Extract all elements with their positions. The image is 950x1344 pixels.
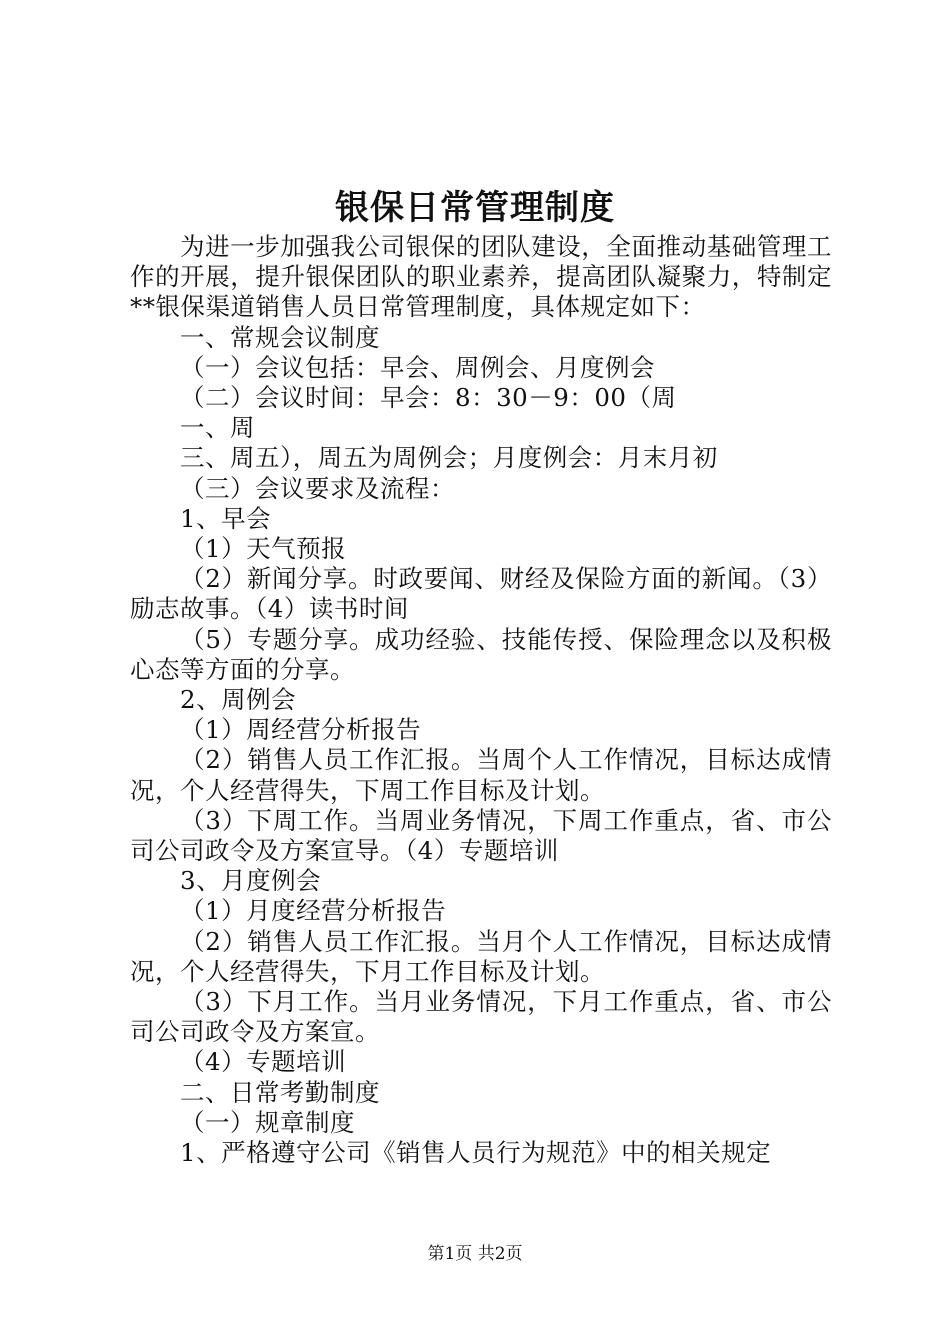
document-body: [130, 232, 832, 1168]
list-item-topic-sharing: （5）专题分享。成功经验、技能传授、保险理念以及积极心态等方面的分享。: [130, 624, 832, 684]
list-item-weekly-report: （2）销售人员工作汇报。当周个人工作情况，目标达成情况，个人经营得失，下周工作目标及计划。: [130, 745, 832, 805]
heading-weekly-meeting: 2、周例会: [180, 685, 297, 715]
list-item-monthly-analysis: （1）月度经营分析报告: [180, 896, 447, 926]
paragraph-meeting-time-cont-1: 一、周: [180, 413, 255, 443]
heading-morning-meeting: 1、早会: [180, 503, 272, 533]
list-item-monthly-training: （4）专题培训: [180, 1047, 347, 1077]
paragraph-meeting-time-cont-2: 三、周五），周五为周例会；月度例会：月末月初: [180, 443, 718, 473]
page-footer: 第1页 共2页: [427, 1244, 523, 1264]
list-item-weekly-analysis: （1）周经营分析报告: [180, 715, 422, 745]
document-title: 银保日常管理制度: [335, 188, 615, 228]
list-item-weather: （1）天气预报: [180, 534, 347, 564]
list-item-rule-1: 1、严格遵守公司《销售人员行为规范》中的相关规定: [180, 1138, 772, 1168]
paragraph-intro: 为进一步加强我公司银保的团队建设，全面推动基础管理工作的开展，提升银保团队的职业素养，提高团队凝聚力，特制定**银保渠道销售人员日常管理制度，具体规定如下：: [130, 232, 832, 322]
paragraph-meeting-time: （二）会议时间：早会：8：30－9：00（周: [180, 383, 677, 413]
heading-meeting-system: 一、常规会议制度: [180, 322, 380, 352]
heading-monthly-meeting: 3、月度例会: [180, 866, 322, 896]
list-item-monthly-report: （2）销售人员工作汇报。当月个人工作情况，目标达成情况，个人经营得失，下月工作目标及计划。: [130, 926, 832, 986]
list-item-next-week: （3）下周工作。当周业务情况，下周工作重点，省、市公司公司政令及方案宣导。（4）专题培训: [130, 805, 832, 866]
heading-attendance-system: 二、日常考勤制度: [180, 1077, 380, 1107]
list-item-next-month: （3）下月工作。当月业务情况，下月工作重点，省、市公司公司政令及方案宣。: [130, 987, 832, 1047]
heading-rules: （一）规章制度: [180, 1107, 355, 1137]
paragraph-meeting-types: （一）会议包括：早会、周例会、月度例会: [180, 352, 655, 382]
list-item-news: （2）新闻分享。时政要闻、财经及保险方面的新闻。（3）励志故事。（4）读书时间: [130, 564, 832, 624]
paragraph-meeting-requirements: （三）会议要求及流程：: [180, 473, 455, 503]
